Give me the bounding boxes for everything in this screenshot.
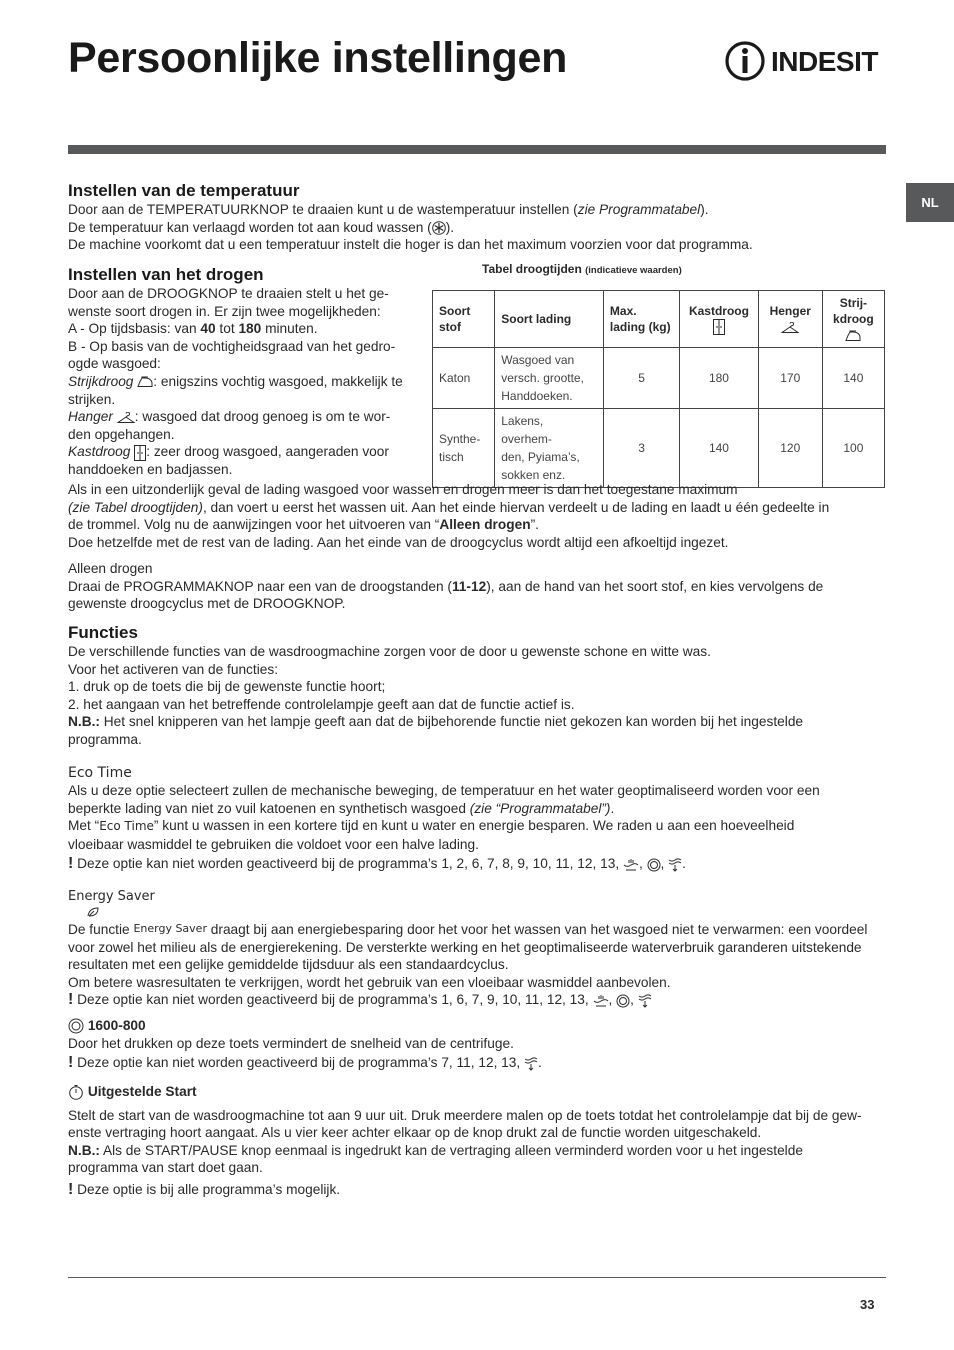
- warning-icon: !: [68, 855, 74, 873]
- col-header-strijkdroog: [822, 291, 884, 348]
- text: Draai de PROGRAMMAKNOP naar een van de droogstanden (: [68, 578, 452, 594]
- text: beperkte lading van niet zo vuil katoenen en synthetisch wasgoed: [68, 800, 470, 816]
- delayed-start-warning: [68, 1181, 886, 1199]
- temperature-heading: Instellen van de temperatuur: [68, 181, 300, 200]
- text: : wasgoed dat droog genoeg is om te wor-: [134, 409, 391, 425]
- text: minuten.: [261, 321, 318, 337]
- delayed-start-note: [68, 1142, 886, 1160]
- text: ,: [608, 992, 617, 1008]
- spin-speed-line-1: Door het drukken op deze toets vermindert de snelheid van de centrifuge.: [68, 1035, 514, 1051]
- text: Het snel knipperen van het lampje geeft aan dat de bijbehorende functie niet gekozen kan worden bij het ingestelde: [99, 714, 804, 730]
- text: ” kunt u wassen in een kortere tijd en kunt u water en energie besparen. We raden u aan een hoeveelheid: [153, 818, 795, 834]
- text: Max.: [609, 304, 637, 318]
- functions-section: [68, 623, 886, 749]
- strijkdroog-line: [68, 373, 428, 391]
- ecotime-label: Eco Time: [68, 765, 132, 781]
- strijkdroog-line-cont: strijken.: [68, 391, 116, 407]
- only-drying-heading: Alleen drogen: [68, 561, 153, 576]
- text: tot: [215, 321, 239, 337]
- spin-icon: [68, 1018, 84, 1034]
- text: kdroog: [833, 312, 874, 326]
- energy-saver-warning: [68, 991, 886, 1009]
- cell-stof: Katon: [433, 348, 495, 409]
- table-row: [433, 409, 885, 488]
- functions-note: [68, 713, 886, 731]
- ecotime-brand-inline: Eco Time: [99, 819, 154, 834]
- table-header-row: [433, 291, 885, 348]
- timer-icon: [68, 1084, 84, 1100]
- cell-stof: [433, 409, 495, 488]
- cell-max: 3: [603, 409, 679, 488]
- drying-line-1: Door aan de DROOGKNOP te draaien stelt u het ge-: [68, 286, 389, 301]
- text: de trommel. Volg nu de aanwijzingen voor het uitvoeren van “: [68, 517, 440, 533]
- drying-section: [68, 265, 428, 479]
- brand-name: INDESIT: [771, 46, 878, 77]
- text-bold: Alleen drogen: [439, 517, 531, 533]
- text: ).: [445, 219, 455, 235]
- kastdroog-line: [68, 443, 428, 461]
- overload-line-3: [68, 516, 886, 534]
- text: Wasgoed van: [501, 353, 575, 367]
- delayed-start-line-1: Stelt de start van de wasdroogmachine tot aan 9 uur uit. Druk meerdere malen op de toets totdat het controlelampje dat bij de gew-: [68, 1107, 862, 1123]
- delayed-start-line-2: enste vertraging hoort aangaat. Als u vier keer achter elkaar op de knop drukt zal de functie worden uitgeschakeld.: [68, 1125, 762, 1141]
- header-rule: [68, 145, 886, 154]
- drying-heading: Instellen van het drogen: [68, 265, 264, 284]
- energy-saver-brand-inline: Energy Saver: [133, 922, 207, 935]
- drain-icon: [668, 858, 682, 872]
- text-bold: Uitgestelde Start: [87, 1084, 197, 1099]
- text-italic: zie Programmatabel: [577, 202, 701, 217]
- table-row: [433, 348, 885, 409]
- ecotime-line-3: [68, 817, 886, 836]
- text: Kastdroog: [688, 303, 749, 318]
- drying-option-a: [68, 320, 428, 338]
- cupboard-icon: [713, 319, 725, 335]
- hanger-line: [68, 408, 428, 426]
- text: Handdoeken.: [501, 389, 573, 403]
- text: Deze optie is bij alle programma’s mogelijk.: [73, 1181, 341, 1197]
- energy-saver-section: [68, 888, 886, 1009]
- text-bold: 1600-800: [87, 1018, 146, 1033]
- energy-saver-line-4: Om betere wasresultaten te verkrijgen, wordt het gebruik van een vloeibaar wasmiddel aanbevolen.: [68, 974, 671, 990]
- drying-times-table: [432, 290, 885, 488]
- ecotime-line-2: [68, 800, 886, 818]
- overload-line-4: Doe hetzelfde met de rest van de lading. Aan het einde van de droogcyclus wordt altijd een afkoeltijd ingezet.: [68, 534, 729, 550]
- energy-saver-label: Energy Saver: [68, 889, 155, 904]
- functions-note-cont: programma.: [68, 731, 142, 747]
- text-bold: 40: [200, 321, 216, 337]
- text: Deze optie kan niet worden geactiveerd bij de programma’s 1, 6, 7, 9, 10, 11, 12, 13,: [73, 992, 593, 1008]
- text: Synthe-: [439, 432, 481, 446]
- drying-option-b-cont: ogde wasgoed:: [68, 356, 161, 372]
- text: ,: [638, 856, 647, 872]
- hand-wash-icon: [623, 858, 639, 872]
- text: ,: [630, 992, 638, 1008]
- text-italic: Kastdroog: [68, 444, 131, 460]
- text: Soort: [439, 304, 471, 318]
- text: Door aan de TEMPERATUURKNOP te draaien kunt u de wastemperatuur instellen (: [68, 202, 578, 217]
- spin-speed-warning: [68, 1054, 886, 1072]
- text: sokken enz.: [501, 468, 566, 482]
- drain-icon: [638, 994, 652, 1008]
- text: ,: [660, 856, 669, 872]
- indesit-logo: [724, 38, 889, 84]
- warning-icon: !: [68, 1180, 74, 1198]
- cell-kastdroog: 140: [680, 409, 758, 488]
- col-header-max: [603, 291, 679, 348]
- cell-henger: 120: [758, 409, 822, 488]
- iron-icon: [137, 376, 153, 388]
- text: .: [538, 1055, 542, 1071]
- text-bold: 11-12: [451, 578, 487, 594]
- text: .: [682, 856, 686, 872]
- temperature-line-3: De machine voorkomt dat u een temperatuur instelt die hoger is dan het maximum voorzien voor dat programma.: [68, 237, 753, 253]
- cell-lading: [495, 409, 604, 488]
- temperature-line-2: [68, 219, 886, 237]
- snowflake-icon: [432, 221, 446, 235]
- functions-step-1: 1. druk op de toets die bij de gewenste functie hoort;: [68, 679, 386, 695]
- language-tab: NL: [906, 183, 954, 222]
- text-bold: N.B.:: [68, 714, 100, 730]
- text: , dan voert u eerst het wassen uit. Aan het einde hiervan verdeelt u de lading en laadt u één gedeelte in: [202, 499, 830, 515]
- text: Deze optie kan niet worden geactiveerd bij de programma’s 7, 11, 12, 13,: [73, 1055, 525, 1071]
- energy-saver-line-2: voor zowel het milieu als de energierekening. De versterkte werking en het geoptimaliseerde waterverbruik garanderen uitstekende: [68, 939, 862, 955]
- iron-icon: [845, 330, 861, 342]
- text: Lakens, overhem-: [501, 414, 552, 446]
- overload-paragraph: [68, 481, 886, 551]
- functions-heading: Functies: [68, 623, 138, 642]
- cupboard-icon: [134, 445, 146, 461]
- text-italic: Strijkdroog: [68, 373, 134, 389]
- text: De temperatuur kan verlaagd worden tot aan koud wassen (: [68, 219, 432, 235]
- col-header-henger: [758, 291, 822, 348]
- text: - Op basis van de vochtigheidsgraad van het gedro-: [77, 338, 396, 354]
- kastdroog-line-cont: handdoeken en badjassen.: [68, 461, 233, 477]
- functions-step-2: 2. het aangaan van het betreffende controlelampje geeft aan dat de functie actief is.: [68, 696, 575, 712]
- text: De functie: [68, 922, 134, 937]
- cell-kastdroog: 180: [680, 348, 758, 409]
- text: stof: [439, 320, 461, 334]
- text: ).: [700, 202, 709, 217]
- text: ), aan de hand van het soort stof, en kies vervolgens de: [486, 578, 824, 594]
- ecotime-section: [68, 764, 886, 873]
- spin-icon: [616, 994, 630, 1008]
- overload-line-2: [68, 499, 886, 517]
- text-italic: Hanger: [68, 409, 113, 425]
- leaf-icon: [86, 906, 100, 918]
- page-number: 33: [860, 1297, 875, 1312]
- delayed-start-note-cont: programma van start doet gaan.: [68, 1160, 263, 1176]
- text: B: [68, 338, 78, 354]
- temperature-line-1: [68, 201, 886, 219]
- col-header-lading: Soort lading: [495, 291, 604, 348]
- spin-icon: [647, 858, 661, 872]
- text: lading (kg): [609, 320, 671, 334]
- cell-strijkdroog: 100: [822, 409, 884, 488]
- text: ”.: [530, 517, 539, 533]
- energy-saver-line-1: [68, 920, 886, 939]
- spin-speed-section: [68, 1017, 886, 1072]
- overload-line-1: Als in een uitzonderlijk geval de lading wasgoed voor wassen en drogen meer is dan het toegestane maximum: [68, 482, 738, 497]
- delayed-start-section: [68, 1083, 886, 1199]
- cell-henger: 170: [758, 348, 822, 409]
- text: Deze optie kan niet worden geactiveerd bij de programma’s 1, 2, 6, 7, 8, 9, 10, 11, 12, 13,: [73, 856, 623, 872]
- text-italic: (zie “Programmatabel”): [469, 800, 611, 816]
- col-header-stof: [433, 291, 495, 348]
- text: tisch: [439, 450, 464, 464]
- drain-icon: [524, 1057, 538, 1071]
- drying-line-2: wenste soort drogen in. Er zijn twee mogelijkheden:: [68, 303, 381, 319]
- text: Strij-: [839, 296, 868, 310]
- only-drying-line-2: gewenste droogcyclus met de DROOGKNOP.: [68, 596, 346, 612]
- functions-line-2: Voor het activeren van de functies:: [68, 661, 279, 677]
- functions-line-1: De verschillende functies van de wasdroogmachine zorgen voor de door u gewenste schone en witte was.: [68, 644, 711, 659]
- text-italic: (zie Tabel droogtijden): [68, 499, 203, 515]
- delayed-start-heading: [68, 1083, 886, 1101]
- text: Met “: [68, 818, 100, 834]
- only-drying-section: [68, 560, 886, 613]
- footer-rule: [68, 1277, 886, 1278]
- brand-logo-icon: [724, 38, 889, 84]
- spin-speed-heading: [68, 1017, 886, 1035]
- text: Tabel droogtijden: [482, 262, 582, 276]
- cell-lading: [495, 348, 604, 409]
- warning-icon: !: [68, 991, 74, 1009]
- text: - Op tijdsbasis: van: [76, 321, 201, 337]
- text: .: [610, 800, 615, 816]
- text: Henger: [769, 304, 811, 318]
- hanger-icon: [117, 412, 135, 424]
- text: : zeer droog wasgoed, aangeraden voor: [146, 444, 389, 460]
- text: draagt bij aan energiebesparing door het voor het wassen van het wasgoed niet te verwarmen: een voordeel: [206, 922, 868, 937]
- only-drying-line-1: [68, 578, 886, 596]
- text: versch. grootte,: [501, 371, 584, 385]
- text: den, Pyiama’s,: [501, 450, 580, 464]
- hanger-icon: [781, 322, 799, 334]
- cell-strijkdroog: 140: [822, 348, 884, 409]
- text-small: (indicatieve waarden): [585, 265, 682, 276]
- warning-icon: !: [68, 1054, 74, 1072]
- text-bold: N.B.:: [68, 1142, 100, 1158]
- text: Als de START/PAUSE knop eenmaal is ingedrukt kan de vertraging alleen verminderd worden voor u het ingestelde: [99, 1142, 803, 1158]
- text: : enigszins vochtig wasgoed, makkelijk te: [153, 373, 403, 389]
- drying-option-b: [68, 338, 428, 356]
- energy-saver-line-3: resultaten met een gelijke gemiddelde tijdsduur als een standaardcyclus.: [68, 957, 509, 973]
- ecotime-warning: [68, 855, 886, 873]
- hand-wash-icon: [593, 994, 609, 1008]
- col-header-kastdroog: [680, 291, 758, 348]
- ecotime-line-1: Als u deze optie selecteert zullen de mechanische beweging, de temperatuur en het water geoptimaliseerd worden voor een: [68, 783, 820, 798]
- cell-max: 5: [603, 348, 679, 409]
- text-bold: 180: [238, 321, 262, 337]
- ecotime-line-4: vloeibaar wasmiddel te gebruiken die voldoet voor een halve lading.: [68, 836, 479, 852]
- text: A: [68, 321, 77, 337]
- table-caption: [482, 262, 682, 276]
- hanger-line-cont: den opgehangen.: [68, 426, 175, 442]
- page-title: Persoonlijke instellingen: [68, 34, 568, 82]
- temperature-section: [68, 181, 886, 254]
